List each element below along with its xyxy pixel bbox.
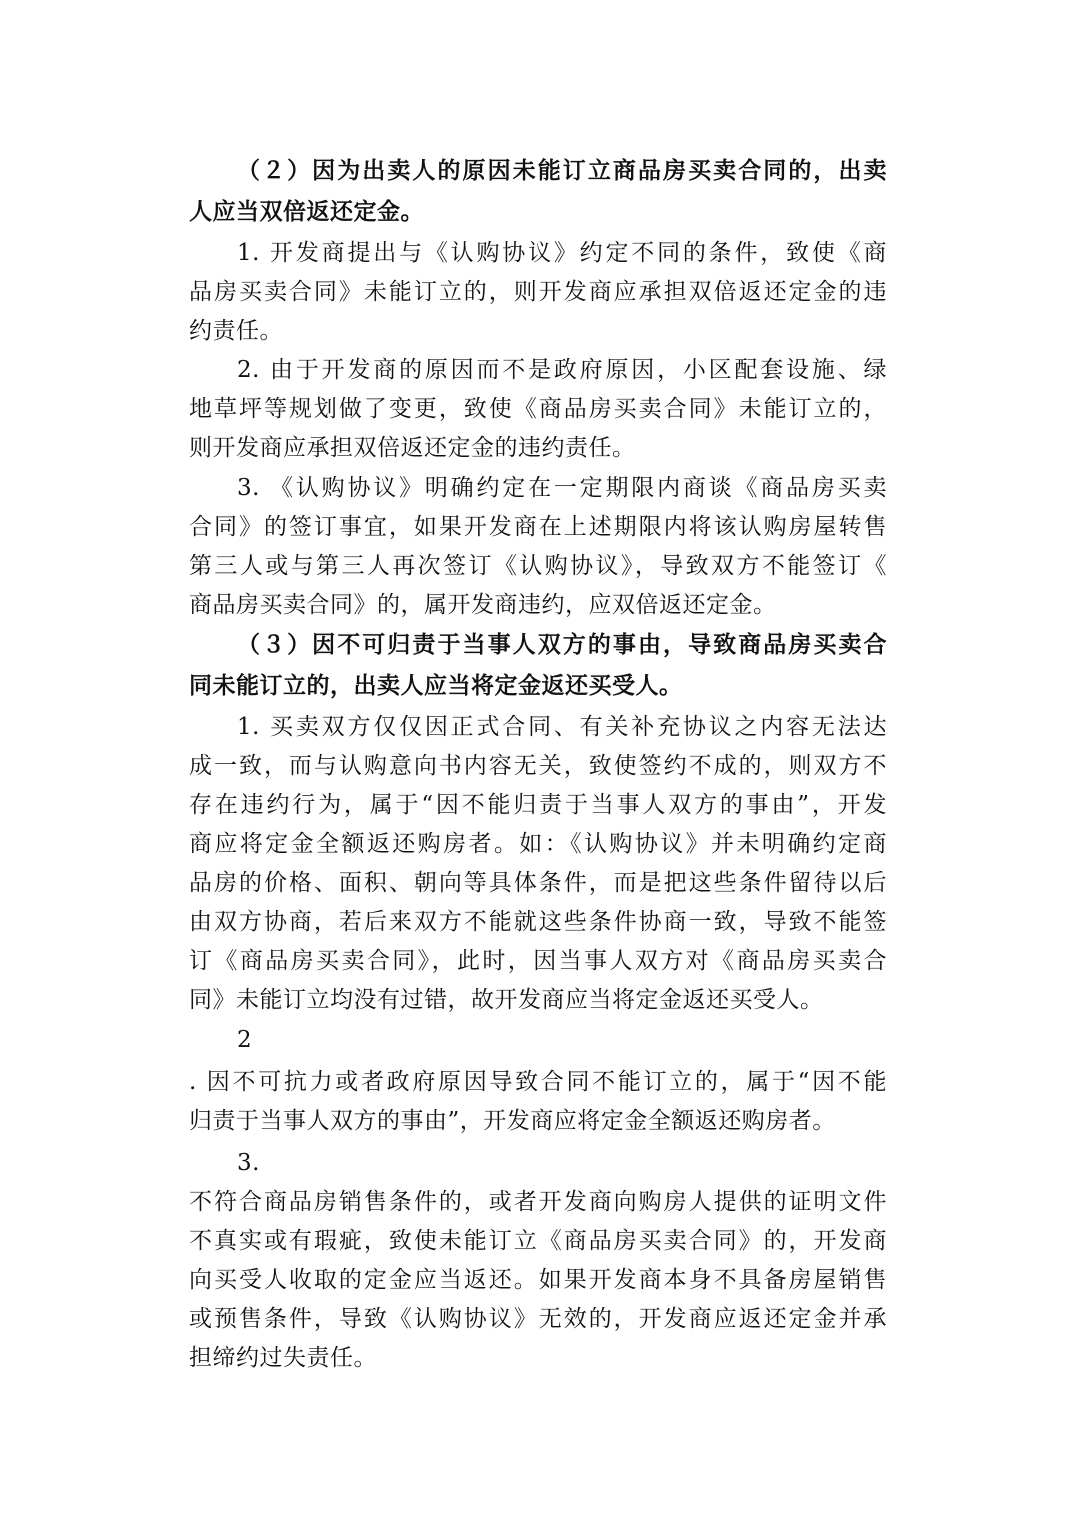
paragraph-line: 由双方协商，若后来双方不能就这些条件协商一致，导致不能签 — [189, 909, 887, 935]
section-3-heading: （３）因不可归责于当事人双方的事由，导致商品房买卖合 — [237, 632, 887, 658]
section-2-heading-cont: 人应当双倍返还定金。 — [189, 199, 424, 225]
paragraph-line: 地草坪等规划做了变更，致使《商品房买卖合同》未能订立的， — [189, 396, 887, 422]
paragraph-line: 约责任。 — [189, 318, 283, 344]
paragraph-line: . 因不可抗力或者政府原因导致合同不能订立的，属于“因不能 — [189, 1069, 887, 1095]
paragraph-line: 商品房买卖合同》的，属开发商违约，应双倍返还定金。 — [189, 592, 777, 618]
paragraph-line: 不符合商品房销售条件的，或者开发商向购房人提供的证明文件 — [189, 1189, 887, 1215]
paragraph-line: 归责于当事人双方的事由”，开发商应将定金全额返还购房者。 — [189, 1108, 836, 1134]
paragraph-line: 第三人或与第三人再次签订《认购协议》，导致双方不能签订《 — [189, 553, 887, 579]
paragraph-line: 品房的价格、面积、朝向等具体条件，而是把这些条件留待以后 — [189, 870, 887, 896]
list-number: 3. — [237, 1150, 260, 1176]
paragraph-line: 2. 由于开发商的原因而不是政府原因，小区配套设施、绿 — [237, 357, 887, 383]
paragraph-line: 同》未能订立均没有过错，故开发商应当将定金返还买受人。 — [189, 987, 824, 1013]
paragraph-line: 或预售条件，导致《认购协议》无效的，开发商应返还定金并承 — [189, 1306, 887, 1332]
paragraph-line: 担缔约过失责任。 — [189, 1345, 377, 1371]
paragraph-line: 订《商品房买卖合同》，此时，因当事人双方对《商品房买卖合 — [189, 948, 887, 974]
paragraph-line: 1. 开发商提出与《认购协议》约定不同的条件，致使《商 — [237, 240, 887, 266]
section-3-heading-cont: 同未能订立的，出卖人应当将定金返还买受人。 — [189, 673, 683, 699]
paragraph-line: 存在违约行为，属于“因不能归责于当事人双方的事由”，开发 — [189, 792, 887, 818]
paragraph-line: 1. 买卖双方仅仅因正式合同、有关补充协议之内容无法达 — [237, 714, 887, 740]
list-number: 2 — [237, 1027, 253, 1053]
paragraph-line: 合同》的签订事宜，如果开发商在上述期限内将该认购房屋转售 — [189, 514, 887, 540]
section-2-heading: （２）因为出卖人的原因未能订立商品房买卖合同的，出卖 — [237, 158, 887, 184]
paragraph-line: 向买受人收取的定金应当返还。如果开发商本身不具备房屋销售 — [189, 1267, 887, 1293]
paragraph-line: 商应将定金全额返还购房者。如：《认购协议》并未明确约定商 — [189, 831, 887, 857]
paragraph-line: 品房买卖合同》未能订立的，则开发商应承担双倍返还定金的违 — [189, 279, 887, 305]
paragraph-line: 不真实或有瑕疵，致使未能订立《商品房买卖合同》的，开发商 — [189, 1228, 887, 1254]
paragraph-line: 成一致，而与认购意向书内容无关，致使签约不成的，则双方不 — [189, 753, 887, 779]
paragraph-line: 则开发商应承担双倍返还定金的违约责任。 — [189, 435, 636, 461]
paragraph-line: 3. 《认购协议》明确约定在一定期限内商谈《商品房买卖 — [237, 475, 887, 501]
